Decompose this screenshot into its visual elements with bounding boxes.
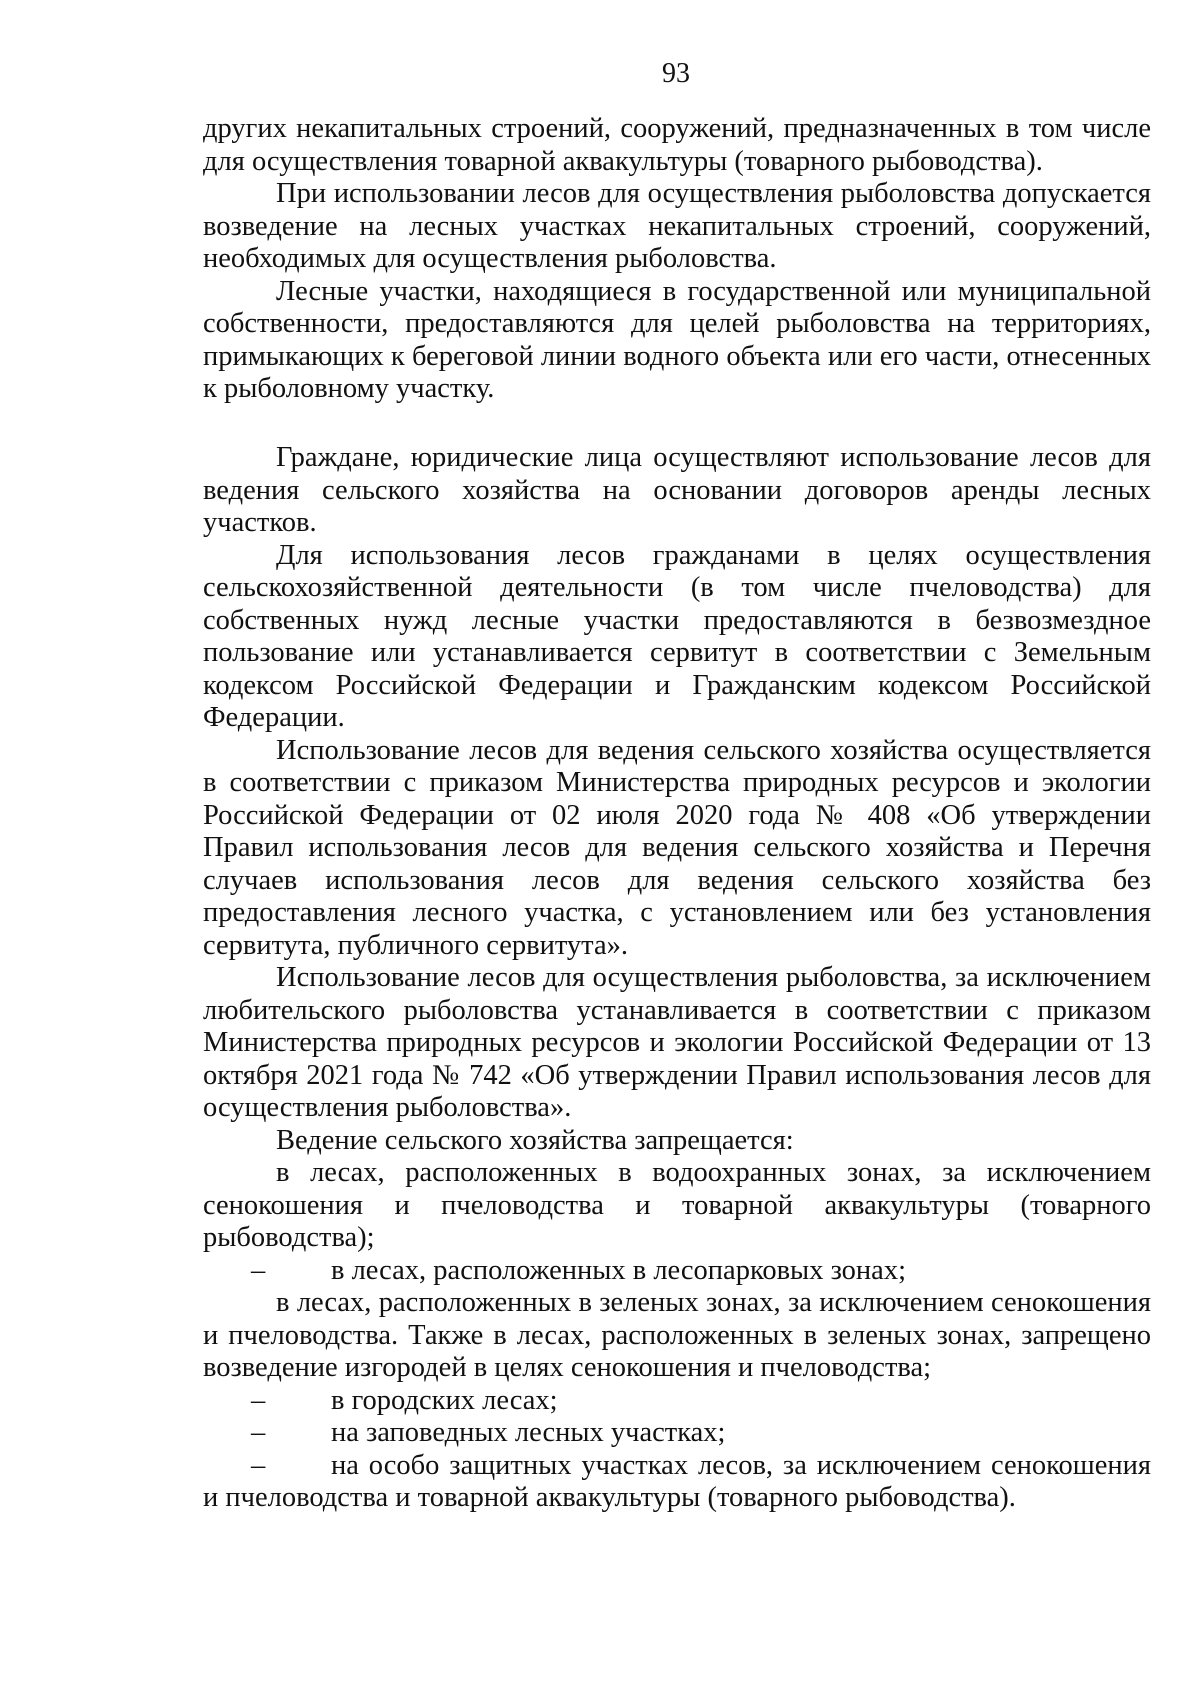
paragraph-fishing-structures: При использовании лесов для осуществления рыболовства допускается возведение на лесных участках некапитальных строений, сооружений, необходимых для осуществления рыболовства. [203,178,1151,274]
list-item-text: на особо защитных участках лесов, за исключением сенокошения и пчеловодства и товарной аквакультуры (товарного рыбоводства). [203,1449,1151,1513]
dash-marker: – [251,1449,266,1481]
text-section-fishing [203,113,1151,406]
page-number: 93 [662,58,690,89]
paragraph-agriculture-citizens: Для использования лесов гражданами в целях осуществления сельскохозяйственной деятельности (в том числе пчеловодства) для собственных нужд лесные участки предоставляются в безвозмездное пользование или устанавливается сервитут в соответствии с Земельным кодексом Российской Федерации и Гражданским кодексом Российской Федерации. [203,539,1151,733]
list-item-protective-plots [203,1450,1151,1515]
paragraph-continuation: других некапитальных строений, сооружений, предназначенных в том числе для осуществления товарной аквакультуры (товарного рыбоводства). [203,113,1151,177]
list-item-forest-park [203,1255,1151,1288]
dash-marker: – [251,1254,266,1286]
list-item-text: в городских лесах; [331,1384,558,1416]
paragraph-agriculture-lease: Граждане, юридические лица осуществляют использование лесов для ведения сельского хозяйства на основании договоров аренды лесных участков. [203,442,1151,538]
paragraph-order-742: Использование лесов для осуществления рыболовства, за исключением любительского рыболовства устанавливается в соответствии с приказом Министерства природных ресурсов и экологии Российской Федерации от 13 октября 2021 года № 742 «Об утверждении Правил использования лесов для осуществления рыболовства». [203,962,1151,1123]
paragraph-water-protection: в лесах, расположенных в водоохранных зонах, за исключением сенокошения и пчеловодства и товарной аквакультуры (товарного рыбоводства); [203,1157,1151,1253]
list-item-reserved-plots [203,1417,1151,1450]
paragraph-green-zones: в лесах, расположенных в зеленых зонах, за исключением сенокошения и пчеловодства. Также в лесах, расположенных в зеленых зонах, запрещено возведение изгородей в целях сенокошения и пчеловодства; [203,1287,1151,1383]
dash-marker: – [251,1384,266,1416]
list-item-city-forests [203,1385,1151,1418]
text-section-agriculture [203,442,1151,1515]
paragraph-order-408: Использование лесов для ведения сельского хозяйства осуществляется в соответствии с приказом Министерства природных ресурсов и экологии Российской Федерации от 02 июля 2020 года № 408 «Об утверждении Правил использования лесов для ведения сельского хозяйства и Перечня случаев использования лесов для ведения сельского хозяйства без предоставления лесного участка, с установлением или без установления сервитута, публичного сервитута». [203,734,1151,961]
paragraph-prohibition-heading: Ведение сельского хозяйства запрещается: [276,1124,794,1156]
dash-marker: – [251,1417,266,1448]
list-item-text: на заповедных лесных участках; [331,1417,726,1448]
list-item-text: в лесах, расположенных в лесопарковых зонах; [331,1254,906,1286]
paragraph-fishing-plots: Лесные участки, находящиеся в государственной или муниципальной собственности, предоставляются для целей рыболовства на территориях, примыкающих к береговой линии водного объекта или его части, отнесенных к рыболовному участку. [203,275,1151,404]
